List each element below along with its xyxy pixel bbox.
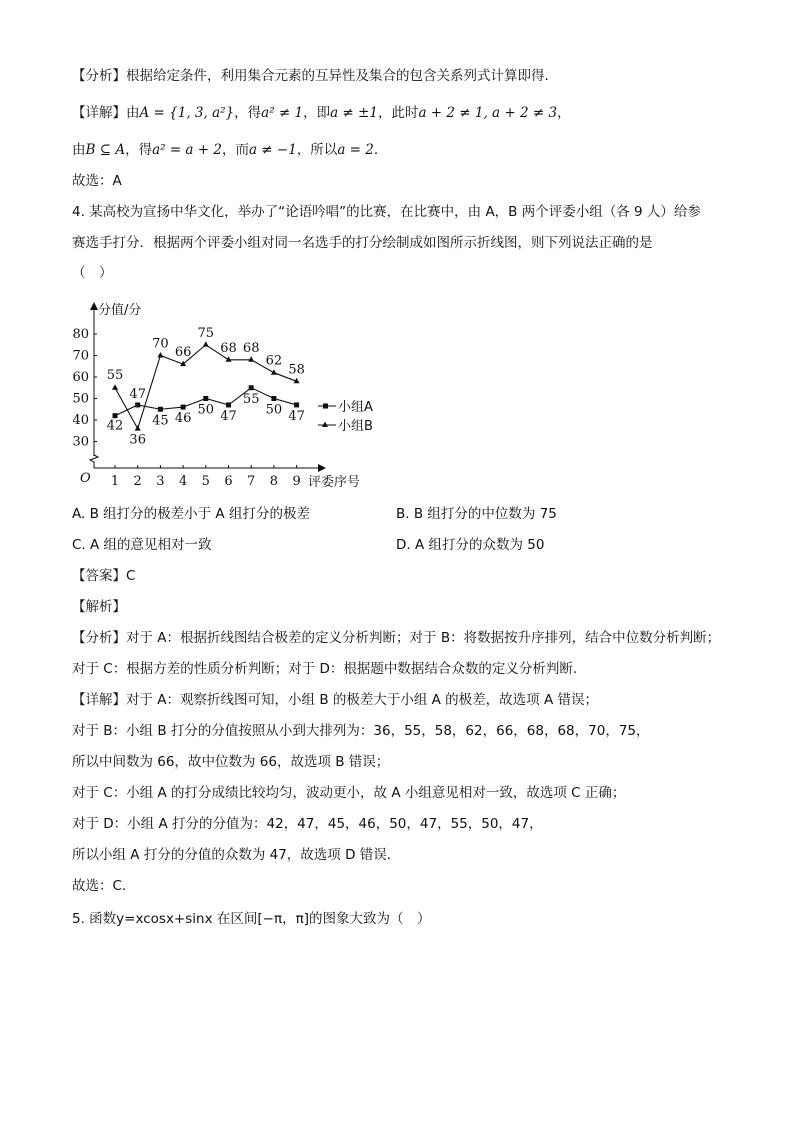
x-tick-label: 3 [156,474,165,489]
a-eq-2: a = 2 [337,142,374,158]
text-suoyi: ，所以 [296,142,338,158]
detail-line-7: 对于 D：小组 A 打分的分值为：42，47，45，46，50，47，55，50，47， [72,816,543,832]
data-label: 68 [242,340,260,356]
text-de: ，得 [234,105,262,121]
point-marker-a [158,407,163,412]
legend-marker-a [323,404,328,409]
point-marker-b [157,352,163,358]
a-squared-eq: a² = a + 2 [152,142,222,158]
text-ji: ，即 [303,105,331,121]
a-ne-pm1: a ≠ ±1 [330,105,378,121]
analysis-line-3: 对于 C：根据方差的性质分析判断；对于 D：根据题中数据结合众数的定义分析判断. [72,661,578,677]
text-comma: ， [557,105,571,121]
option-b[interactable]: B. B 组打分的中位数为 75 [396,506,557,522]
origin-label: O [80,471,91,486]
data-label: 47 [129,386,146,402]
data-label: 70 [152,336,169,352]
analysis-line-1: 【分析】根据给定条件，利用集合元素的互异性及集合的包含关系列式计算即得. [72,68,549,84]
data-label: 75 [197,325,215,341]
a-ne-minus1: a ≠ −1 [248,142,297,158]
detail-line-4: 对于 B：小组 B 打分的分值按照从小到大排列为：36，55，58，62，66，68，68，70，75， [72,723,650,739]
question-4-line-3: （ ） [72,265,113,281]
point-marker-a [203,396,208,401]
data-label: 45 [152,413,169,429]
y-tick-label: 40 [72,413,89,428]
x-axis-label: 评委序号 [308,475,361,490]
detail-line-6: 对于 C：小组 A 的打分成绩比较均匀，波动更小，故 A 小组意见相对一致，故选项 C 正确； [72,785,626,801]
data-label: 68 [220,340,237,356]
data-label: 47 [220,408,237,424]
data-label: 62 [265,353,283,369]
x-tick-label: 9 [292,474,301,489]
choice-line-c: 故选：C． [72,878,136,894]
point-marker-a [249,385,254,390]
text-period: . [373,142,379,158]
choice-line-a: 故选：A [72,173,122,189]
b-subset-a: B ⊆ A [85,142,126,158]
jiexi-heading: 【解析】 [72,599,126,615]
question-4-line-1: 4. 某高校为宣扬中华文化，举办了“论语吟唱”的比赛，在比赛中，由 A，B 两个评委小组（各 9 人）给参 [72,204,701,220]
point-marker-a [226,402,231,407]
y-tick-label: 60 [72,370,89,385]
line-chart [66,294,386,494]
data-label: 66 [174,345,192,361]
text-de2: ，得 [125,142,153,158]
point-marker-a [294,402,299,407]
point-marker-a [135,402,140,407]
data-label: 50 [265,402,283,418]
option-a[interactable]: A. B 组打分的极差小于 A 组打分的极差 [72,506,310,522]
point-marker-b [203,341,209,347]
detail-line-5: 所以中间数为 66，故中位数为 66，故选项 B 错误； [72,754,390,770]
chart-labels [72,302,373,490]
detail-line-3: 【详解】对于 A：观察折线图可知，小组 B 的极差大于小组 A 的极差，故选项 A 错误； [72,692,599,708]
x-tick-label: 7 [247,474,256,489]
analysis-line-2: 【分析】对于 A：根据折线图结合极差的定义分析判断；对于 B：将数据按升序排列，结合中位数分析判断； [72,630,721,646]
a-squared-ne-1: a² ≠ 1 [261,105,304,121]
text-er: ，而 [221,142,249,158]
x-tick-label: 4 [178,474,188,489]
point-marker-b [248,356,254,362]
y-tick-label: 80 [72,327,89,342]
data-label: 42 [106,418,124,434]
x-tick-label: 2 [133,474,142,489]
y-tick-label: 50 [72,391,89,407]
data-label: 47 [288,408,305,424]
detail-prefix: 【详解】由 [72,105,140,121]
option-c[interactable]: C. A 组的意见相对一致 [72,537,212,553]
data-label: 55 [242,391,260,407]
data-label: 55 [106,367,124,383]
data-label: 36 [129,432,146,448]
x-tick-label: 8 [269,474,279,489]
point-marker-a [113,413,118,418]
question-5: 5. 函数y=xcosx+sinx 在区间[−π，π]的图象大致为（ ） [72,911,431,927]
question-4-line-2: 赛选手打分．根据两个评委小组对同一名选手的打分绘制成如图所示折线图，则下列说法正确的是 [72,235,653,251]
option-d[interactable]: D. A 组打分的众数为 50 [396,537,545,553]
legend-label: 小组A [338,400,373,415]
a-plus-2-conditions: a + 2 ≠ 1, a + 2 ≠ 3 [418,105,558,121]
legend-marker-b [322,422,328,428]
text-you: 由 [72,142,86,158]
point-marker-a [181,405,186,410]
data-label: 46 [174,411,192,427]
point-marker-b [112,384,118,390]
data-label: 58 [288,362,305,378]
x-tick-label: 6 [224,474,233,489]
point-marker-a [271,396,276,401]
x-tick-label: 5 [201,474,210,489]
x-tick-label: 1 [110,474,120,489]
text-cishi: ，此时 [377,105,419,121]
y-axis-break [90,455,98,468]
detail-line-2 [72,140,378,160]
legend-label: 小组B [338,419,373,434]
detail-line-1 [72,103,571,123]
y-tick-label: 70 [72,348,89,364]
answer-line: 【答案】C [72,568,136,584]
data-label: 50 [197,402,215,418]
y-tick-label: 30 [72,434,89,450]
set-a-expression: A = {1, 3, a²} [139,105,235,121]
y-axis-label: 分值/分 [98,303,142,318]
detail-line-8: 所以小组 A 打分的分值的众数为 47，故选项 D 错误． [72,847,401,863]
